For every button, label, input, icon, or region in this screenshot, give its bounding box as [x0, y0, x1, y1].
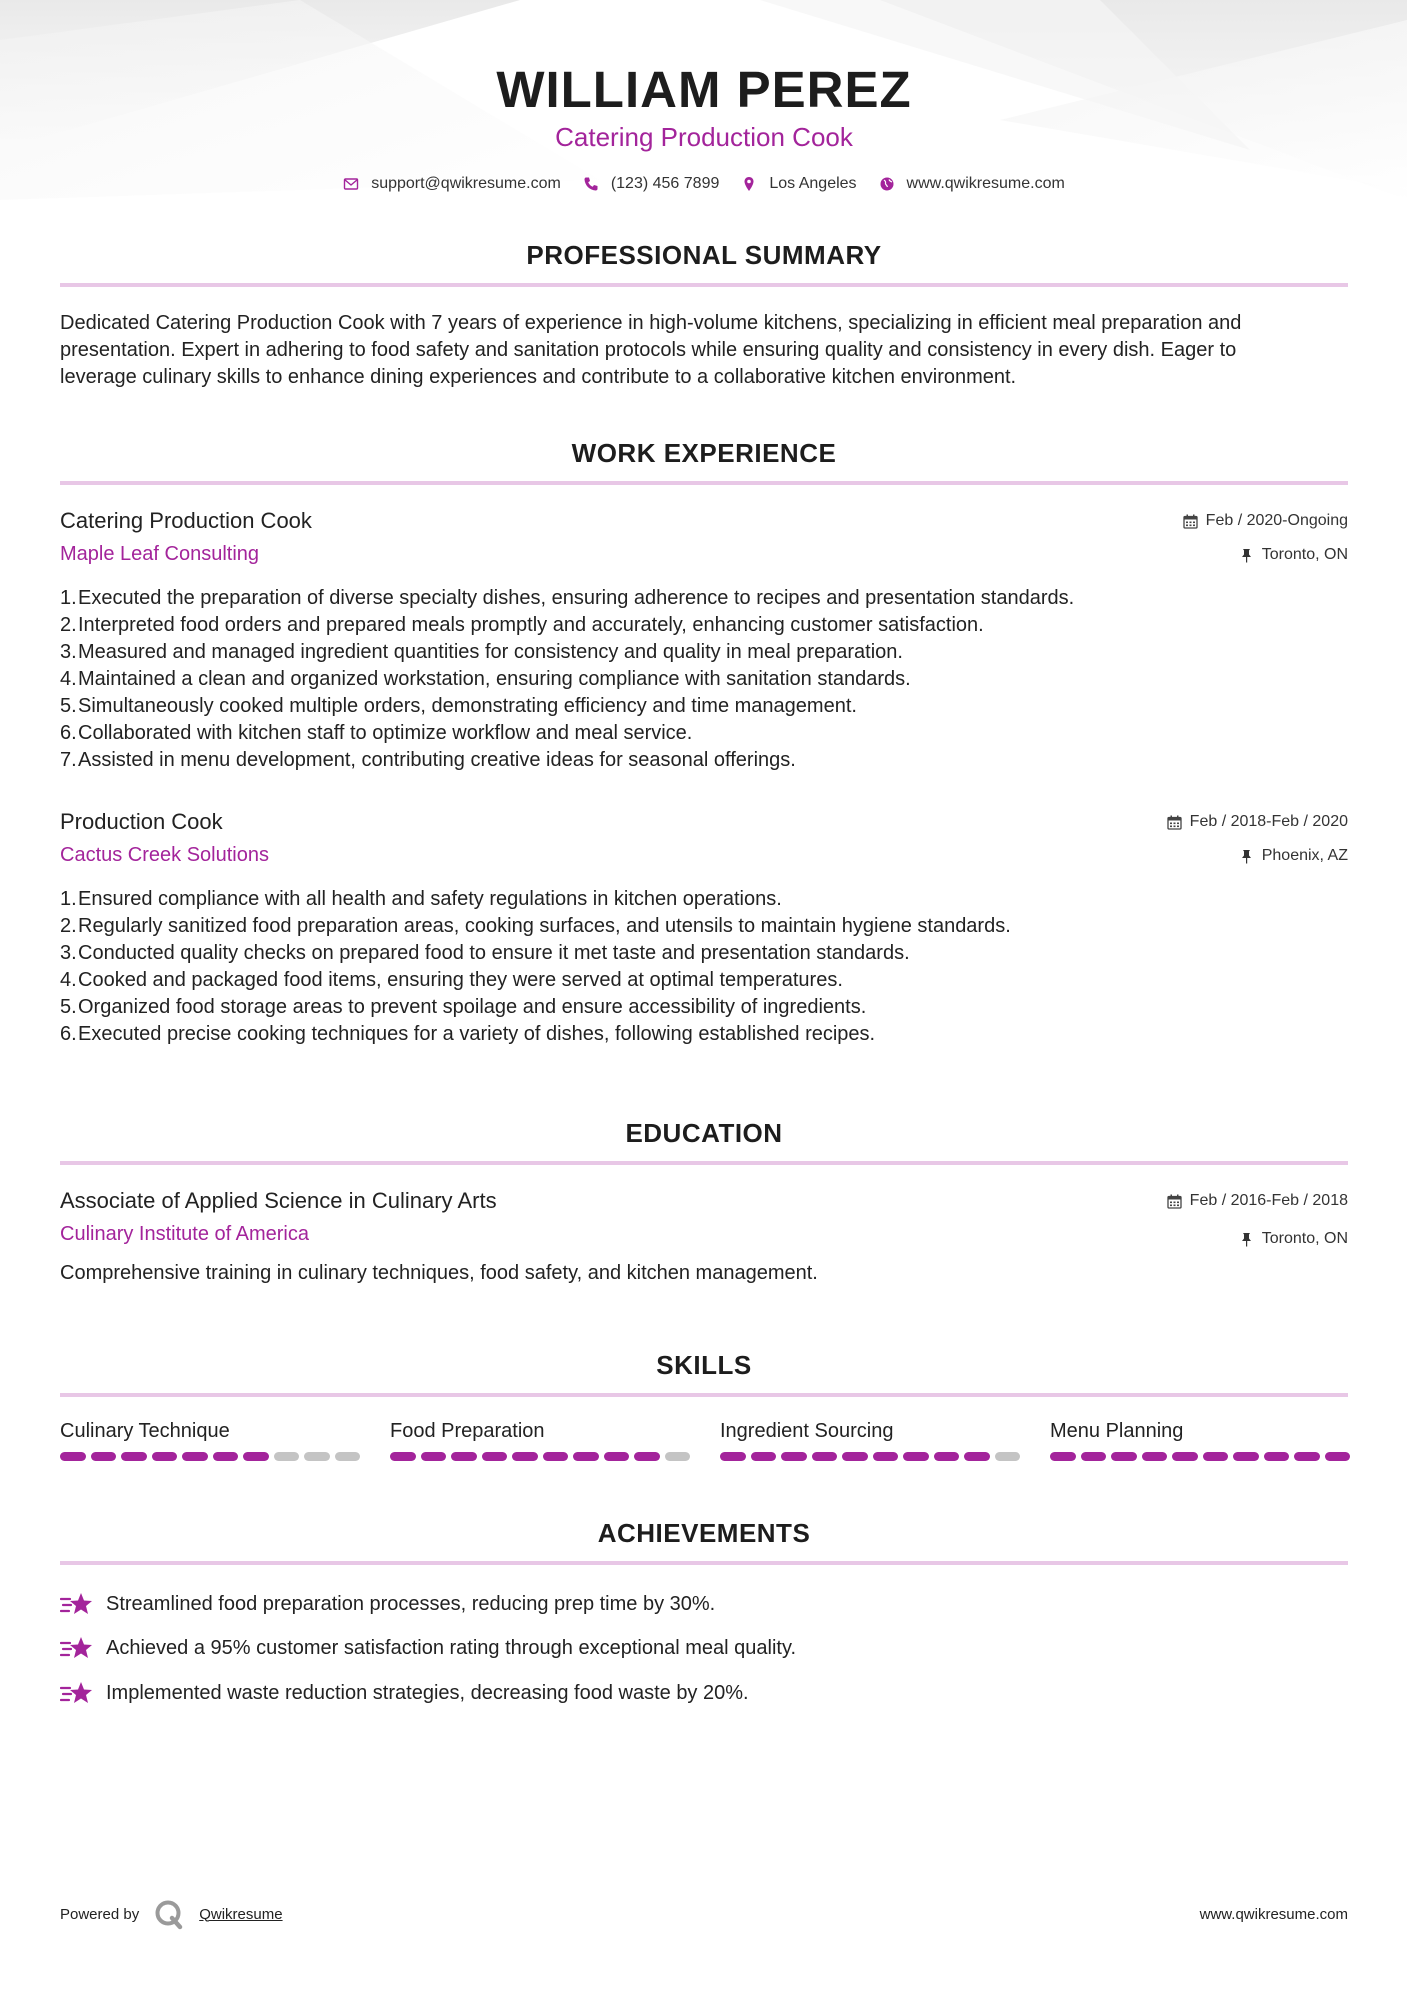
skill-segment-filled [604, 1452, 630, 1461]
skill-segment-filled [121, 1452, 147, 1461]
skill-segment-filled [1111, 1452, 1137, 1461]
skills-list [60, 1420, 1348, 1461]
job-location [1239, 546, 1348, 564]
skill-segment-filled [934, 1452, 960, 1461]
list-item: 1. Ensured compliance with all health and safety regulations in kitchen operations. [60, 888, 782, 910]
summary-text [60, 310, 1348, 391]
job-company: Cactus Creek Solutions [60, 844, 269, 866]
footer-website-link[interactable]: www.qwikresume.com [1199, 1906, 1348, 1923]
skill-segment-filled [1203, 1452, 1229, 1461]
skill-segment-filled [573, 1452, 599, 1461]
job-date [1167, 813, 1348, 831]
candidate-role: Catering Production Cook [555, 122, 853, 152]
skill-item [1050, 1420, 1350, 1461]
list-item: 3. Conducted quality checks on prepared food to ensure it met taste and presentation standards. [60, 942, 910, 964]
skills-divider [60, 1393, 1348, 1397]
contact-website[interactable] [879, 175, 1065, 193]
skill-segment-filled [1294, 1452, 1320, 1461]
achievement-item [60, 1679, 1348, 1707]
contact-email[interactable] [343, 175, 561, 193]
skill-segment-filled [390, 1452, 416, 1461]
pushpin-icon [1239, 1232, 1254, 1247]
powered-by-label: Powered by [60, 1905, 140, 1923]
job-date-text: Feb / 2018-Feb / 2020 [1189, 813, 1348, 830]
education-location-text: Toronto, ON [1261, 1230, 1348, 1247]
calendar-icon [1167, 1194, 1182, 1209]
skill-name: Culinary Technique [60, 1420, 230, 1442]
envelope-icon [343, 176, 359, 192]
contact-phone[interactable] [583, 175, 720, 193]
contact-location [741, 175, 856, 193]
summary-heading: PROFESSIONAL SUMMARY [526, 240, 882, 270]
job-entry [60, 508, 1348, 778]
skill-segment-filled [634, 1452, 660, 1461]
list-item: 4. Cooked and packaged food items, ensuring they were served at optimal temperatures. [60, 969, 843, 991]
shooting-star-icon [60, 1590, 94, 1618]
achievement-text: Achieved a 95% customer satisfaction rating through exceptional meal quality. [106, 1636, 797, 1659]
job-bullets [60, 886, 1348, 1048]
candidate-name: WILLIAM PEREZ [496, 61, 912, 118]
skill-item [720, 1420, 1020, 1461]
list-item: 6. Collaborated with kitchen staff to optimize workflow and meal service. [60, 722, 693, 744]
achievements-divider [60, 1561, 1348, 1565]
list-item: 5. Organized food storage areas to prevent spoilage and ensure accessibility of ingredients. [60, 996, 867, 1018]
skill-segment-filled [421, 1452, 447, 1461]
list-item: 4. Maintained a clean and organized workstation, ensuring compliance with sanitation standards. [60, 668, 911, 690]
summary-line: leverage culinary skills to enhance dining experiences and contribute to a collaborative kitchen environment. [60, 366, 1017, 388]
list-item: 5. Simultaneously cooked multiple orders, demonstrating efficiency and time management. [60, 695, 857, 717]
education-description: Comprehensive training in culinary techniques, food safety, and kitchen management. [60, 1262, 818, 1284]
job-entry [60, 809, 1348, 1059]
skill-segment-empty [665, 1452, 691, 1461]
list-item: 7. Assisted in menu development, contributing creative ideas for seasonal offerings. [60, 749, 796, 771]
skill-segment-filled [751, 1452, 777, 1461]
calendar-icon [1183, 514, 1198, 529]
shooting-star-icon [60, 1634, 94, 1662]
skill-segment-empty [304, 1452, 330, 1461]
job-location-text: Toronto, ON [1261, 546, 1348, 563]
skill-segment-filled [964, 1452, 990, 1461]
qwikresume-logo-icon [153, 1898, 185, 1930]
skill-name: Food Preparation [390, 1420, 545, 1442]
list-item: 2. Regularly sanitized food preparation areas, cooking surfaces, and utensils to maintain hygiene standards. [60, 915, 1011, 937]
job-bullets [60, 585, 1348, 774]
skill-name: Menu Planning [1050, 1420, 1184, 1442]
summary-line: presentation. Expert in adhering to food safety and sanitation protocols while ensuring quality and consistency in every dish. Eager to [60, 339, 1237, 361]
skill-segment-empty [335, 1452, 361, 1461]
achievement-text: Implemented waste reduction strategies, decreasing food waste by 20%. [106, 1681, 749, 1704]
summary-line: Dedicated Catering Production Cook with 7 years of experience in high-volume kitchens, specializing in efficient meal preparation and [60, 312, 1242, 334]
skill-segment-filled [781, 1452, 807, 1461]
achievements-heading: ACHIEVEMENTS [597, 1518, 811, 1548]
skill-segment-filled [243, 1452, 269, 1461]
skill-segment-filled [873, 1452, 899, 1461]
skill-segment-filled [152, 1452, 178, 1461]
brand-link[interactable]: Qwikresume [199, 1905, 283, 1923]
skill-segment-filled [903, 1452, 929, 1461]
job-location-text: Phoenix, AZ [1261, 847, 1348, 864]
skill-segment-filled [1081, 1452, 1107, 1461]
job-location [1239, 847, 1348, 865]
skill-segment-filled [182, 1452, 208, 1461]
skill-level-bar [1050, 1452, 1350, 1461]
skill-item [60, 1420, 360, 1461]
education-heading: EDUCATION [625, 1118, 783, 1148]
skill-segment-filled [842, 1452, 868, 1461]
skill-level-bar [390, 1452, 690, 1461]
education-entry [60, 1188, 1348, 1298]
location-text: Los Angeles [769, 175, 857, 192]
skill-segment-filled [812, 1452, 838, 1461]
skill-segment-filled [482, 1452, 508, 1461]
education-location [1239, 1230, 1348, 1248]
skill-item [390, 1420, 690, 1461]
contact-bar [60, 175, 1348, 193]
skill-segment-filled [1264, 1452, 1290, 1461]
list-item: 1. Executed the preparation of diverse specialty dishes, ensuring adherence to recipes and presentation standards. [60, 587, 1075, 609]
skill-segment-filled [512, 1452, 538, 1461]
skill-segment-empty [274, 1452, 300, 1461]
education-divider [60, 1161, 1348, 1165]
experience-heading: WORK EXPERIENCE [571, 438, 837, 468]
job-date-text: Feb / 2020-Ongoing [1205, 512, 1348, 529]
job-company: Maple Leaf Consulting [60, 543, 260, 565]
job-title: Production Cook [60, 809, 223, 834]
skills-heading: SKILLS [656, 1350, 752, 1380]
education-date [1167, 1192, 1348, 1210]
list-item: 3. Measured and managed ingredient quantities for consistency and quality in meal preparation. [60, 641, 903, 663]
skill-segment-filled [720, 1452, 746, 1461]
summary-divider [60, 283, 1348, 287]
skill-segment-filled [1142, 1452, 1168, 1461]
degree-title: Associate of Applied Science in Culinary Arts [60, 1188, 497, 1213]
skill-segment-filled [1050, 1452, 1076, 1461]
footer-powered-by [60, 1898, 283, 1930]
skill-segment-filled [60, 1452, 86, 1461]
list-item: 6. Executed precise cooking techniques for a variety of dishes, following established recipes. [60, 1023, 876, 1045]
school-name: Culinary Institute of America [60, 1223, 309, 1245]
skill-segment-filled [1172, 1452, 1198, 1461]
globe-icon [879, 176, 895, 192]
pushpin-icon [1239, 849, 1254, 864]
website-text: www.qwikresume.com [906, 175, 1065, 192]
skill-segment-filled [91, 1452, 117, 1461]
skill-segment-empty [995, 1452, 1021, 1461]
pushpin-icon [1239, 548, 1254, 563]
achievement-item [60, 1634, 1348, 1662]
achievement-item [60, 1590, 1348, 1618]
job-date [1183, 512, 1348, 530]
shooting-star-icon [60, 1679, 94, 1707]
skill-level-bar [60, 1452, 360, 1461]
skill-name: Ingredient Sourcing [720, 1420, 894, 1442]
map-pin-icon [741, 176, 757, 192]
skill-segment-filled [451, 1452, 477, 1461]
experience-divider [60, 481, 1348, 485]
skill-level-bar [720, 1452, 1020, 1461]
skill-segment-filled [1233, 1452, 1259, 1461]
phone-text: (123) 456 7899 [610, 175, 720, 192]
achievement-text: Streamlined food preparation processes, reducing prep time by 30%. [106, 1592, 716, 1615]
phone-icon [583, 176, 599, 192]
job-title: Catering Production Cook [60, 508, 312, 533]
skill-segment-filled [543, 1452, 569, 1461]
skill-segment-filled [213, 1452, 239, 1461]
calendar-icon [1167, 815, 1182, 830]
email-text: support@qwikresume.com [371, 175, 561, 192]
skill-segment-filled [1325, 1452, 1351, 1461]
education-date-text: Feb / 2016-Feb / 2018 [1189, 1192, 1348, 1209]
list-item: 2. Interpreted food orders and prepared meals promptly and accurately, enhancing customer satisfaction. [60, 614, 984, 636]
